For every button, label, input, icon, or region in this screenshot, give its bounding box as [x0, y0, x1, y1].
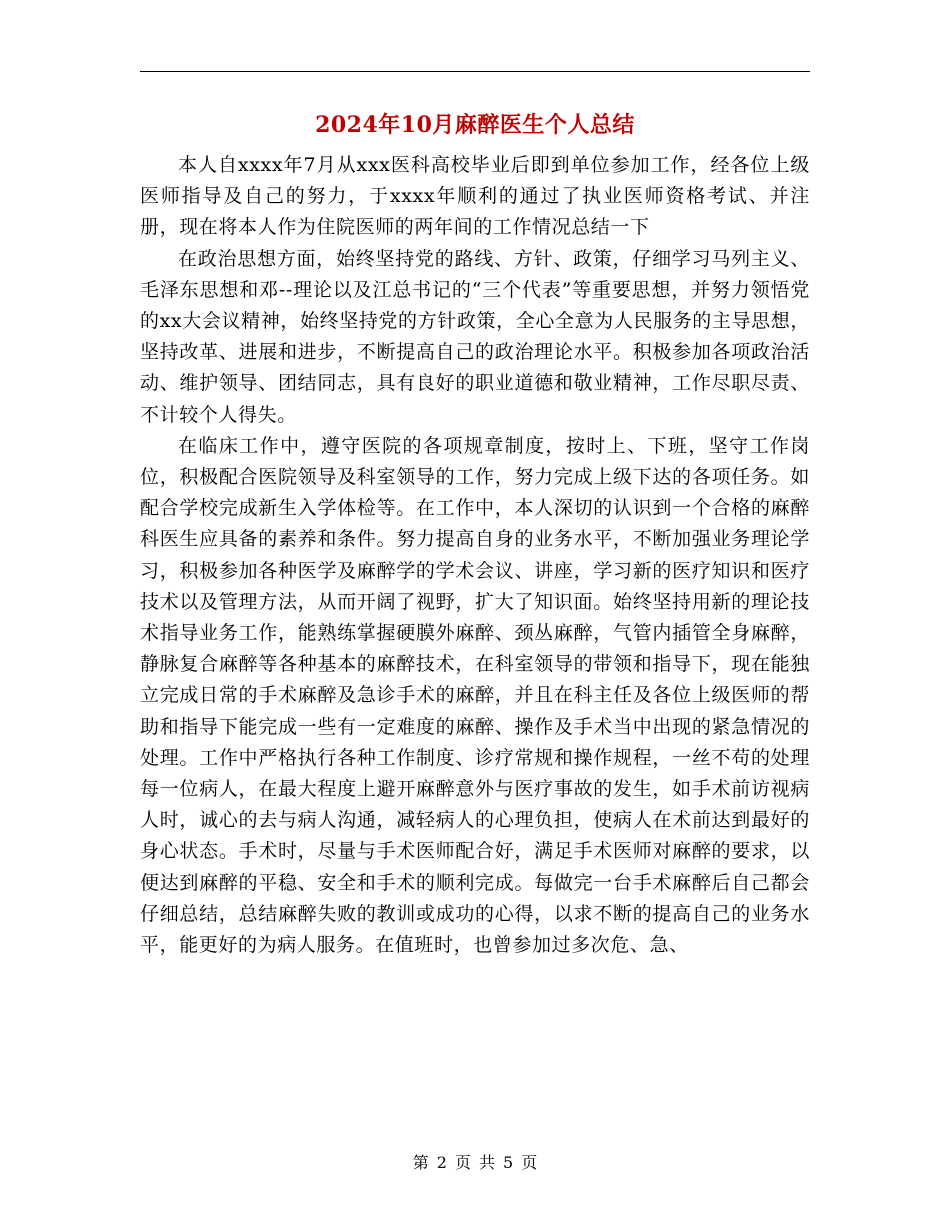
- footer-page-label: 第: [412, 1153, 429, 1172]
- page-footer: [0, 1152, 950, 1174]
- header-rule: [140, 71, 810, 72]
- paragraph-clinical: 在临床工作中，遵守医院的各项规章制度，按时上、下班，坚守工作岗位，积极配合医院领导及科室领导的工作，努力完成上级下达的各项任务。如配合学校完成新生入学体检等。在工作中，本人深切的认识到一个合格的麻醉科医生应具备的素养和条件。努力提高自身的业务水平，不断加强业务理论学习，积极参加各种医学及麻醉学的学术会议、讲座，学习新的医疗知识和医疗技术以及管理方法，从而开阔了视野，扩大了知识面。始终坚持用新的理论技术指导业务工作，能熟练掌握硬膜外麻醉、颈丛麻醉，气管内插管全身麻醉，静脉复合麻醉等各种基本的麻醉技术，在科室领导的带领和指导下，现在能独立完成日常的手术麻醉及急诊手术的麻醉，并且在科主任及各位上级医师的帮助和指导下能完成一些有一定难度的麻醉、操作及手术当中出现的紧急情况的处理。工作中严格执行各种工作制度、诊疗常规和操作规程，一丝不苟的处理每一位病人，在最大程度上避开麻醉意外与医疗事故的发生，如手术前访视病人时，诚心的去与病人沟通，减轻病人的心理负担，使病人在术前达到最好的身心状态。手术时，尽量与手术医师配合好，满足手术医师对麻醉的要求，以便达到麻醉的平稳、安全和手术的顺利完成。每做完一台手术麻醉后自己都会仔细总结，总结麻醉失败的教训或成功的心得，以求不断的提高自己的业务水平，能更好的为病人服务。在值班时，也曾参加过多次危、急、: [140, 434, 810, 957]
- footer-total-label: 共: [479, 1153, 496, 1172]
- footer-total-pages: 5: [503, 1153, 514, 1172]
- paragraph-political: 在政治思想方面，始终坚持党的路线、方针、政策，仔细学习马列主义、毛泽东思想和邓--理论以及江总书记的“三个代表”等重要思想，并努力领悟党的xx大会议精神，始终坚持党的方针政策，全心全意为人民服务的主导思想，坚持改革、进展和进步，不断提高自己的政治理论水平。积极参加各项政治活动、维护领导、团结同志，具有良好的职业道德和敬业精神，工作尽职尽责、不计较个人得失。: [140, 247, 810, 426]
- document-body: [140, 150, 810, 961]
- footer-page-unit: 页: [454, 1153, 471, 1172]
- paragraph-intro: 本人自xxxx年7月从xxx医科高校毕业后即到单位参加工作，经各位上级医师指导及自己的努力，于xxxx年顺利的通过了执业医师资格考试、并注册，现在将本人作为住院医师的两年间的工作情况总结一下: [140, 154, 810, 239]
- document-title: 2024年10月麻醉医生个人总结: [315, 112, 635, 138]
- footer-page-number: 2: [436, 1153, 447, 1172]
- footer-total-unit: 页: [521, 1153, 538, 1172]
